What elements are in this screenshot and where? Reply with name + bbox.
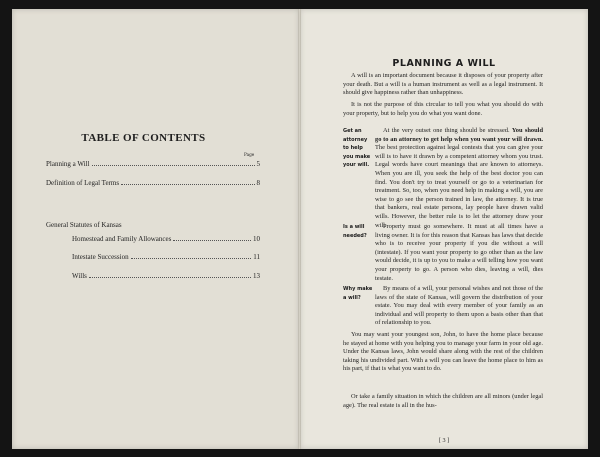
toc-leader: [173, 240, 251, 241]
intro-paragraph: It is not the purpose of this circular to tell you what you should do with your property, but to help you do what you want done.: [343, 101, 543, 117]
closing-paragraph: You may want your youngest son, John, to have the home place because he stayed at home with you helping you to manage your farm in your old age. Under the Kansas laws, John would share along with the rest of the children taking his undivided part. With a will you can leave the home place to him as his part, if that is what you want to do.: [343, 331, 543, 373]
toc-leader: [89, 277, 251, 278]
section-paragraph: By means of a will, your personal wishes and not those of the laws of the state of Kansas, will govern the distribution of your estate. You may deal with every member of your family as an individual and will property to them upon a basis other than that of relationship to you.: [375, 285, 543, 327]
side-label: Is a will needed?: [343, 224, 367, 239]
left-page: [12, 9, 299, 449]
toc-entry-label: Planning a Will: [46, 160, 90, 168]
toc-leader: [92, 165, 255, 166]
book-gutter: [298, 9, 301, 449]
toc-leader: [131, 258, 252, 259]
section-paragraph: [375, 127, 543, 230]
toc-title: TABLE OF CONTENTS: [81, 132, 206, 144]
section-lead: At the very outset one thing should be stressed.: [383, 127, 510, 134]
section-emphasis: You should go to an attorney to get help when you want your will drawn.: [375, 127, 543, 143]
toc-entry: [46, 160, 260, 168]
toc-entry-label: Homestead and Family Allowances: [72, 235, 172, 243]
toc-leader: [121, 184, 254, 185]
article-title: PLANNING A WILL: [392, 58, 496, 69]
toc-entry-page: 11: [253, 253, 260, 261]
side-label: Why make a will?: [343, 286, 373, 301]
toc-entry-label: Wills: [72, 272, 87, 280]
toc-statutes-heading: General Statutes of Kansas: [46, 221, 122, 229]
toc-entry-label: Intestate Succession: [72, 253, 129, 261]
toc-entry-page: 13: [253, 272, 260, 280]
page-number: [ 3 ]: [438, 437, 450, 444]
toc-entry-label: Definition of Legal Terms: [46, 179, 120, 187]
toc-sub-entry: [72, 235, 260, 243]
intro-paragraph: A will is an important document because it disposes of your property after your death. But a will is a human instrument as well as a legal instrument. It should give happiness rather than unhappiness.: [343, 72, 543, 97]
toc-sub-entry: [72, 253, 260, 261]
toc-entry-page: 8: [256, 179, 260, 187]
toc-page-label: Page: [244, 152, 255, 157]
toc-entry: [46, 179, 260, 187]
toc-entry-page: 5: [256, 160, 260, 168]
closing-paragraph: Or take a family situation in which the children are all minors (under legal age). The real estate is all in the hus-: [343, 393, 543, 409]
side-label: Get an attorney to help you make your will.: [343, 128, 371, 169]
section-text: The best protection against legal contests that you can give your will is to have it drawn by a competent attorney whom you trust. Legal words have court meanings that are known to attorneys. When you are ill, you seek the help of the best doctor you can find. You don't try to treat yourself or go to a veterinarian for treatment. So, too, when you need help in making a will, you are wise to go see the person trained in law, the attorney. It is true that bankers, real estate persons, lay people have drawn valid wills. However, the better rule is to let the attorney draw your will.: [375, 144, 543, 229]
toc-sub-entry: [72, 272, 260, 280]
toc-entry-page: 10: [253, 235, 260, 243]
section-paragraph: Property must go somewhere. It must at all times have a living owner. It is for this reason that Kansas has laws that decide who is to receive your property if you die without a will (intestate). If you want your property to go other than as the law would decide, it is up to you to make a will telling how you want your property to go. A person who dies, leaving a will, dies testate.: [375, 223, 543, 282]
